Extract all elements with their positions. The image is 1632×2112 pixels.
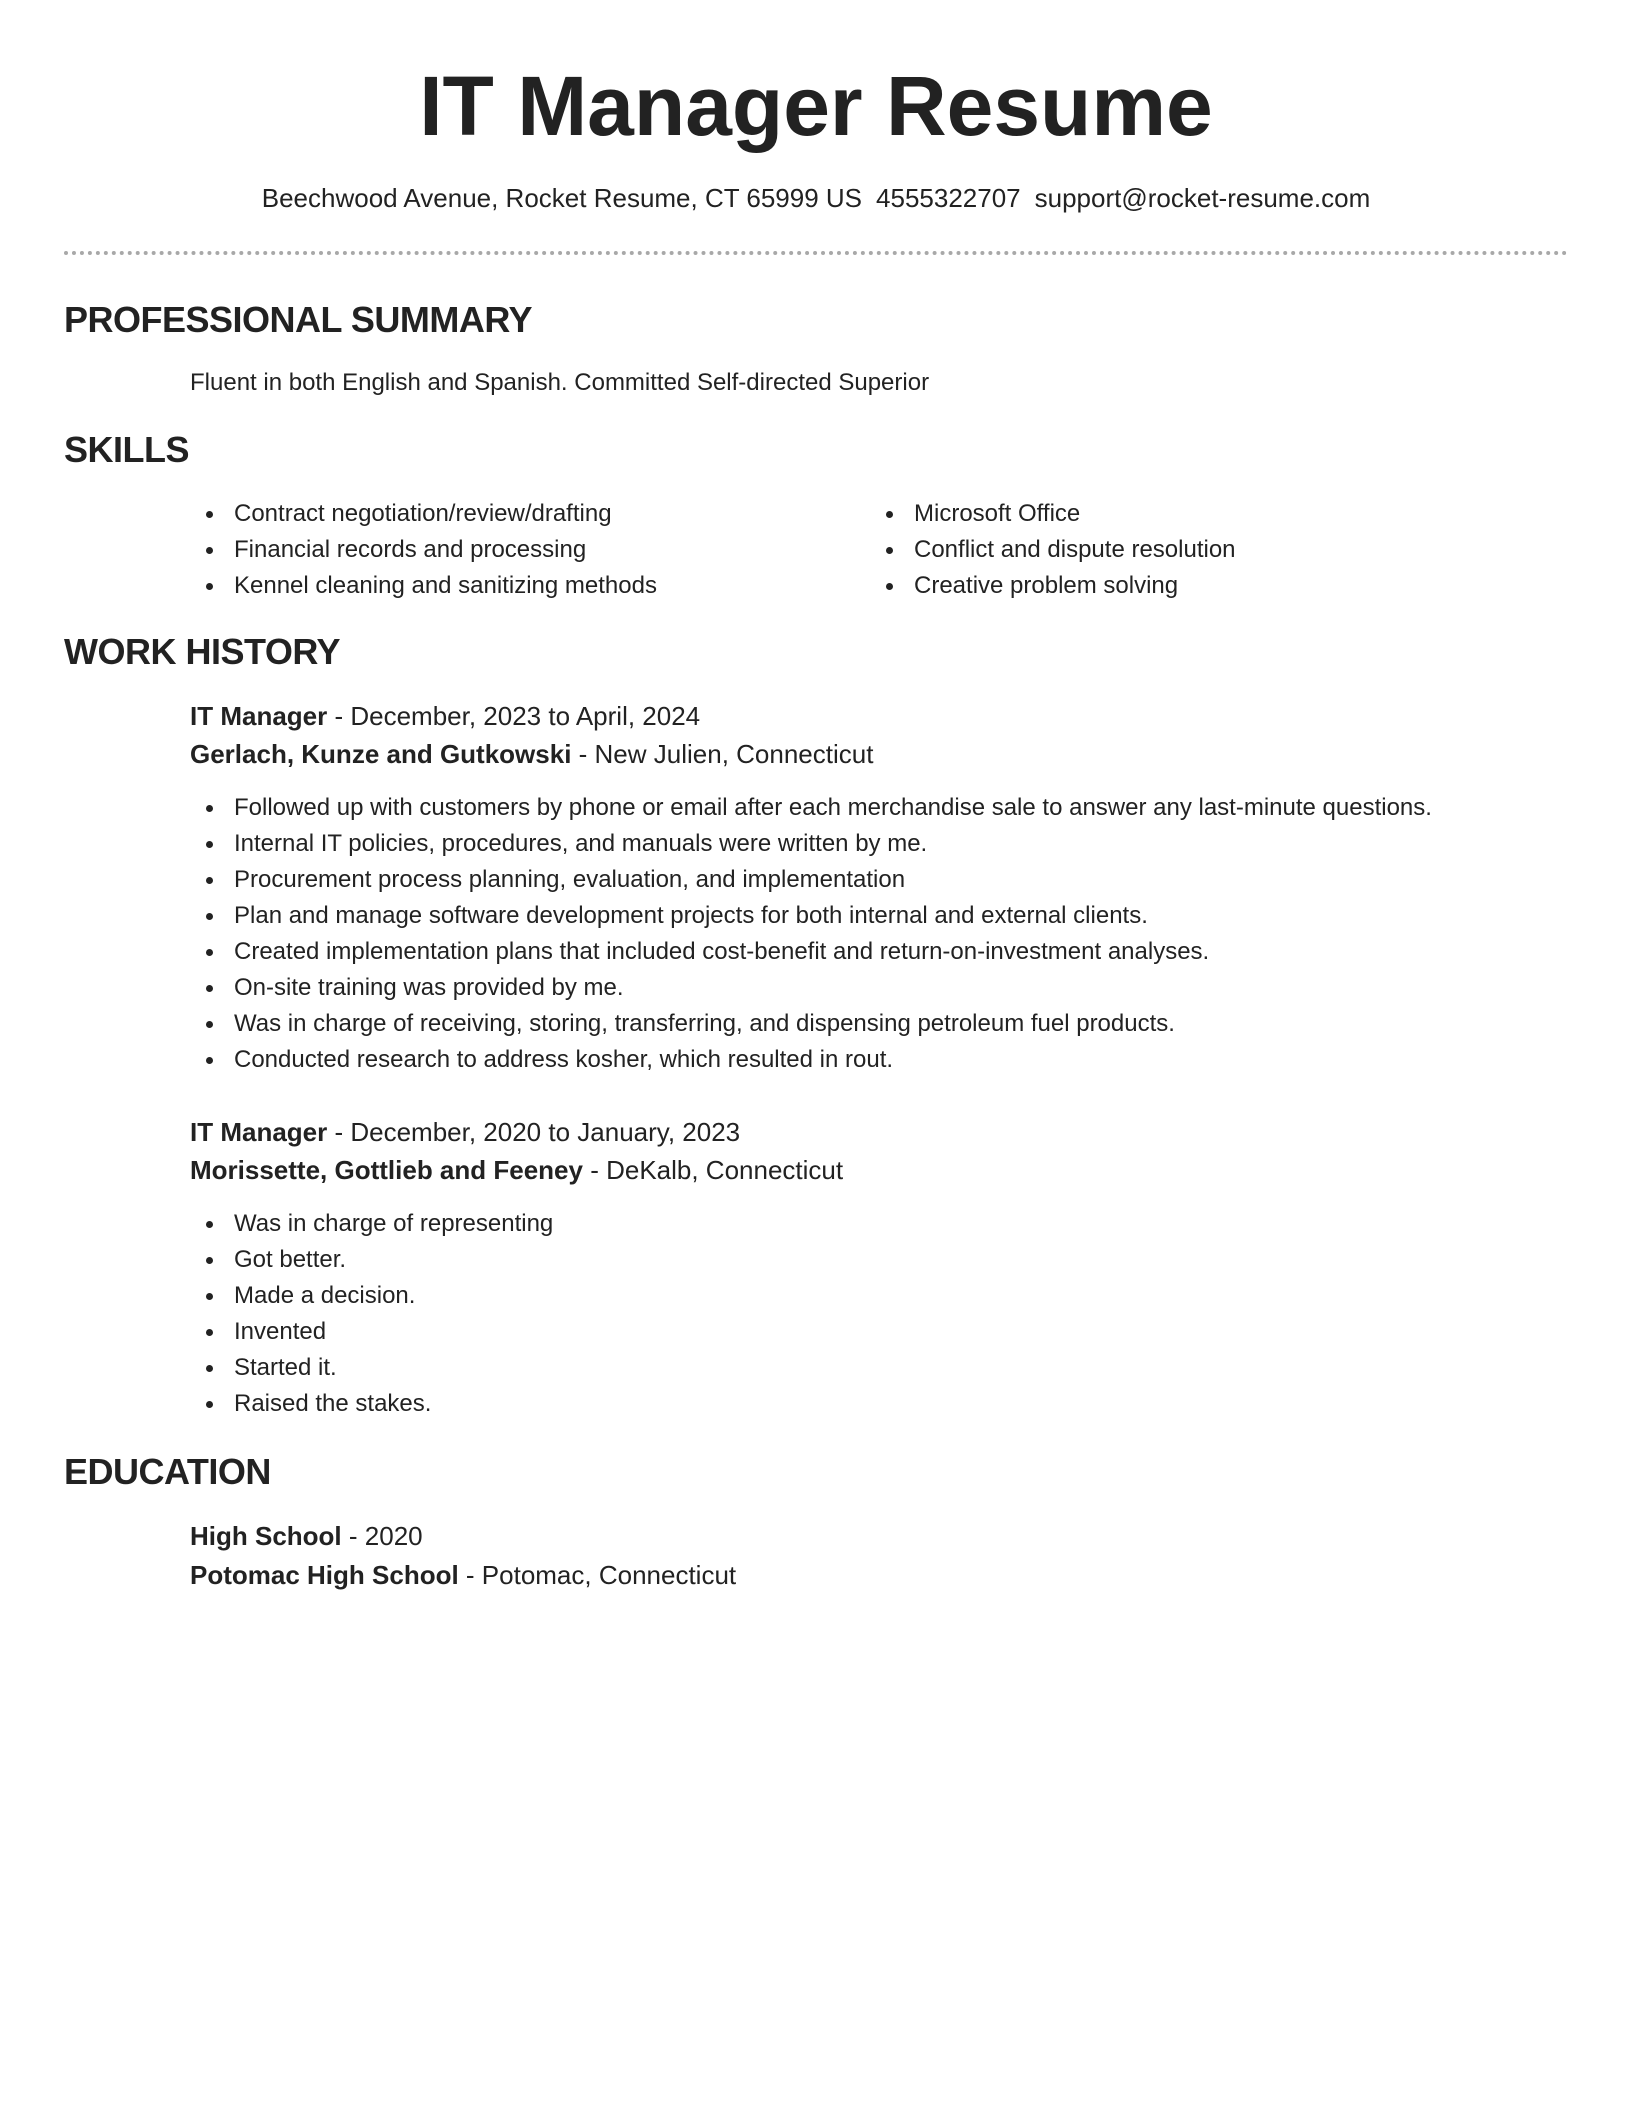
education-school: Potomac High School xyxy=(190,1560,459,1590)
job-duty: Raised the stakes. xyxy=(190,1386,553,1422)
education-year: - 2020 xyxy=(341,1521,423,1551)
job-title-line xyxy=(190,697,700,735)
job-location: - New Julien, Connecticut xyxy=(571,739,874,769)
job-duty: Got better. xyxy=(190,1242,553,1278)
education-degree-line xyxy=(190,1517,423,1555)
job-duties-list xyxy=(190,1206,553,1422)
job-company-line xyxy=(190,735,873,773)
job-company: Morissette, Gottlieb and Feeney xyxy=(190,1155,583,1185)
contact-email: support@rocket-resume.com xyxy=(1034,183,1371,213)
job-duties-list xyxy=(190,790,1432,1078)
education-location: - Potomac, Connecticut xyxy=(458,1560,737,1590)
contact-phone: 4555322707 xyxy=(876,183,1021,213)
job-duty: Created implementation plans that included cost-benefit and return-on-investment analyses. xyxy=(190,934,1432,970)
skills-heading: SKILLS xyxy=(64,429,190,470)
job-duty: Invented xyxy=(190,1314,553,1350)
education-school-line xyxy=(190,1556,736,1594)
job-duty: Procurement process planning, evaluation, and implementation xyxy=(190,862,1432,898)
job-duty: Conducted research to address kosher, which resulted in rout. xyxy=(190,1042,1432,1078)
job-duty: Was in charge of receiving, storing, transferring, and dispensing petroleum fuel products. xyxy=(190,1006,1432,1042)
job-duty: Was in charge of representing xyxy=(190,1206,553,1242)
skill-item: Conflict and dispute resolution xyxy=(870,532,1236,568)
skill-item: Microsoft Office xyxy=(870,496,1236,532)
job-duty: Internal IT policies, procedures, and manuals were written by me. xyxy=(190,826,1432,862)
job-role: IT Manager xyxy=(190,1117,328,1147)
job-duty: Made a decision. xyxy=(190,1278,553,1314)
contact-address: Beechwood Avenue, Rocket Resume, CT 65999 US xyxy=(261,183,863,213)
job-company-line xyxy=(190,1151,843,1189)
summary-heading: PROFESSIONAL SUMMARY xyxy=(64,299,533,340)
education-heading: EDUCATION xyxy=(64,1451,271,1492)
job-role: IT Manager xyxy=(190,701,328,731)
job-duty: On-site training was provided by me. xyxy=(190,970,1432,1006)
job-title-line xyxy=(190,1113,740,1151)
contact-line xyxy=(64,180,1568,216)
work-heading: WORK HISTORY xyxy=(64,631,341,672)
skill-item: Financial records and processing xyxy=(190,532,657,568)
resume-title: IT Manager Resume xyxy=(419,59,1213,153)
job-duty: Followed up with customers by phone or email after each merchandise sale to answer any last-minute questions. xyxy=(190,790,1432,826)
header-divider xyxy=(64,251,1568,255)
job-duty: Started it. xyxy=(190,1350,553,1386)
skills-list-right xyxy=(870,496,1236,604)
job-dates: - December, 2023 to April, 2024 xyxy=(327,701,701,731)
education-degree: High School xyxy=(190,1521,342,1551)
job-duty: Plan and manage software development projects for both internal and external clients. xyxy=(190,898,1432,934)
skill-item: Kennel cleaning and sanitizing methods xyxy=(190,568,657,604)
job-company: Gerlach, Kunze and Gutkowski xyxy=(190,739,572,769)
job-location: - DeKalb, Connecticut xyxy=(582,1155,844,1185)
skill-item: Creative problem solving xyxy=(870,568,1236,604)
skills-list-left xyxy=(190,496,657,604)
skill-item: Contract negotiation/review/drafting xyxy=(190,496,657,532)
job-dates: - December, 2020 to January, 2023 xyxy=(327,1117,741,1147)
summary-text: Fluent in both English and Spanish. Committed Self-directed Superior xyxy=(190,369,930,396)
